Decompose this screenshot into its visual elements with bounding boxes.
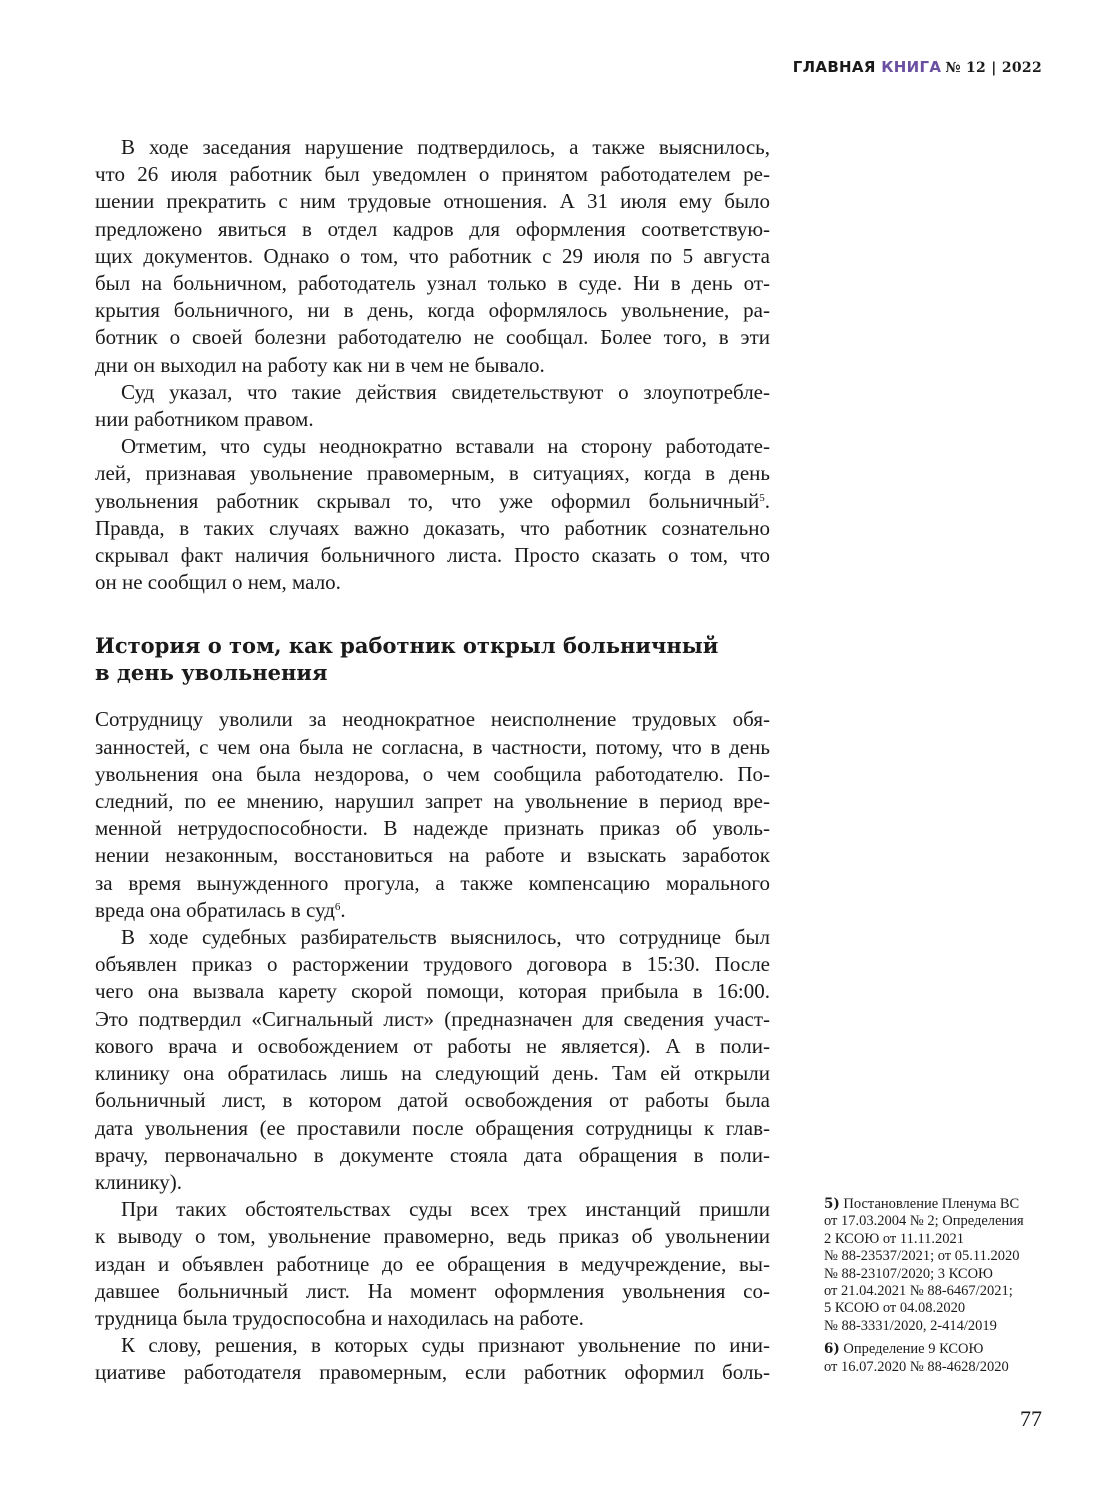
- text-line: [95, 897, 770, 924]
- paragraph: [95, 706, 770, 924]
- text-line: К слову, решения, в которых суды признают увольнение по ини-: [121, 1333, 770, 1358]
- text-line: циативе работодателя правомерным, если работник оформил боль-: [95, 1360, 770, 1385]
- footnote-line: № 88-23107/2020; 3 КСОЮ: [824, 1265, 993, 1282]
- text-line: нении незаконным, восстановиться на работе и взыскать заработок: [95, 843, 770, 868]
- text-line: что 26 июля работник был уведомлен о принятом работодателем ре-: [95, 162, 770, 187]
- text-line: в день увольнения: [95, 660, 328, 686]
- footnote-line: Определение 9 КСОЮ: [843, 1341, 984, 1358]
- brand-word-2: КНИГА: [881, 58, 942, 76]
- footnote-reference: 6: [334, 900, 341, 913]
- footnote-line: Постановление Пленума ВС: [843, 1196, 1020, 1212]
- article-body: [95, 134, 770, 1387]
- text-line: врачу, первоначально в документе стояла дата обращения в поли-: [95, 1142, 770, 1167]
- footnote-line: 5 КСОЮ от 04.08.2020: [824, 1300, 966, 1317]
- running-header: [793, 58, 1042, 77]
- text-line: больничный лист, в котором датой освобождения от работы была: [95, 1088, 770, 1113]
- text-line: клинику).: [95, 1169, 183, 1194]
- text-run: .: [764, 488, 770, 513]
- text-line: Суд указал, что такие действия свидетельствуют о злоупотребле-: [121, 379, 770, 404]
- text-line: дата увольнения (ее проставили после обращения сотрудницы к глав-: [95, 1115, 770, 1140]
- footnote-line: от 17.03.2004 № 2; Определения: [824, 1213, 1024, 1230]
- text-line: дни он выходил на работу как ни в чем не бывало.: [95, 352, 545, 377]
- text-line: за время вынужденного прогула, а также компенсацию морального: [95, 870, 770, 895]
- paragraph: [95, 1196, 770, 1332]
- text-line: Это подтвердил «Сигнальный лист» (предназначен для сведения участ-: [95, 1006, 770, 1031]
- text-line: следний, по ее мнению, нарушил запрет на увольнение в период вре-: [95, 789, 770, 814]
- text-line: к выводу о том, увольнение правомерно, ведь приказ об увольнении: [95, 1224, 770, 1249]
- text-line: он не сообщил о нем, мало.: [95, 570, 341, 595]
- text-line: [95, 488, 770, 515]
- footnote-line: от 21.04.2021 № 88-6467/2021;: [824, 1283, 1013, 1300]
- text-line: издан и объявлен работнице до ее обращения в медучреждение, вы-: [95, 1251, 770, 1276]
- footnote-number: 6): [824, 1341, 840, 1358]
- text-line: объявлен приказ о расторжении трудового договора в 15:30. После: [95, 952, 770, 977]
- text-line: лей, признавая увольнение правомерным, в ситуациях, когда в день: [95, 461, 770, 486]
- text-run: .: [340, 897, 346, 922]
- text-line: был на больничном, работодатель узнал только в суде. Ни в день от-: [95, 271, 770, 296]
- issue-number: № 12 | 2022: [945, 60, 1042, 76]
- text-line: кового врача и освобождением от работы не является). А в поли-: [95, 1033, 770, 1058]
- text-line: чего она вызвала карету скорой помощи, которая прибыла в 16:00.: [95, 979, 770, 1004]
- paragraph: [95, 924, 770, 1196]
- text-line: трудница была трудоспособна и находилась на работе.: [95, 1305, 584, 1330]
- footnote-line: от 16.07.2020 № 88-4628/2020: [824, 1358, 1009, 1375]
- text-line: увольнения она была нездорова, о чем сообщила работодателю. По-: [95, 761, 770, 786]
- text-line: предложено явиться в отдел кадров для оформления соответствую-: [95, 216, 770, 241]
- text-run: вреда она обратилась в суд: [95, 897, 335, 922]
- text-line: История о том, как работник открыл больничный: [95, 633, 719, 659]
- paragraph: [95, 134, 770, 379]
- footnote-line: № 88-3331/2020, 2-414/2019: [824, 1317, 997, 1334]
- text-line: нии работником правом.: [95, 407, 314, 432]
- footnote: [824, 1341, 1054, 1376]
- footnote-reference: 5: [759, 491, 765, 504]
- magazine-title: [793, 58, 941, 76]
- text-line: клинику она обратилась лишь на следующий день. Там ей открыли: [95, 1061, 770, 1086]
- text-line: Правда, в таких случаях важно доказать, что работник сознательно: [95, 515, 770, 540]
- text-line: шении прекратить с ним трудовые отношения. А 31 июля ему было: [95, 189, 770, 214]
- paragraph: [95, 1332, 770, 1386]
- text-line: скрывал факт наличия больничного листа. Просто сказать о том, что: [95, 543, 770, 568]
- text-line: занностей, с чем она была не согласна, в частности, потому, что в день: [95, 734, 770, 759]
- footnotes: [824, 1196, 1054, 1382]
- text-line: При таких обстоятельствах суды всех трех инстанций пришли: [121, 1197, 770, 1222]
- page-number: 77: [1020, 1406, 1042, 1431]
- text-line: менной нетрудоспособности. В надежде признать приказ об уволь-: [95, 816, 770, 841]
- text-line: Отметим, что суды неоднократно вставали на сторону работодате-: [121, 434, 770, 459]
- footnote-line: № 88-23537/2021; от 05.11.2020: [824, 1248, 1020, 1265]
- text-line: щих документов. Однако о том, что работник с 29 июля по 5 августа: [95, 243, 770, 268]
- text-line: В ходе заседания нарушение подтвердилось, а также выяснилось,: [121, 135, 770, 159]
- paragraph: [95, 379, 770, 433]
- brand-word-1: ГЛАВНАЯ: [792, 58, 876, 76]
- text-line: давшее больничный лист. На момент оформления увольнения со-: [95, 1278, 770, 1303]
- text-line: В ходе судебных разбирательств выяснилось, что сотруднице был: [121, 925, 770, 950]
- text-line: крытия больничного, ни в день, когда оформлялось увольнение, ра-: [95, 298, 770, 323]
- text-run: увольнения работник скрывал то, что уже оформил больничный: [95, 488, 760, 513]
- text-line: Сотрудницу уволили за неоднократное неисполнение трудовых обя-: [95, 707, 770, 732]
- paragraph: [95, 433, 770, 596]
- footnote-number: 5): [824, 1196, 840, 1212]
- section-heading: [95, 632, 770, 686]
- text-line: ботник о своей болезни работодателю не сообщал. Более того, в эти: [95, 325, 770, 350]
- footnote-line: 2 КСОЮ от 11.11.2021: [824, 1230, 965, 1247]
- footnote: [824, 1196, 1054, 1335]
